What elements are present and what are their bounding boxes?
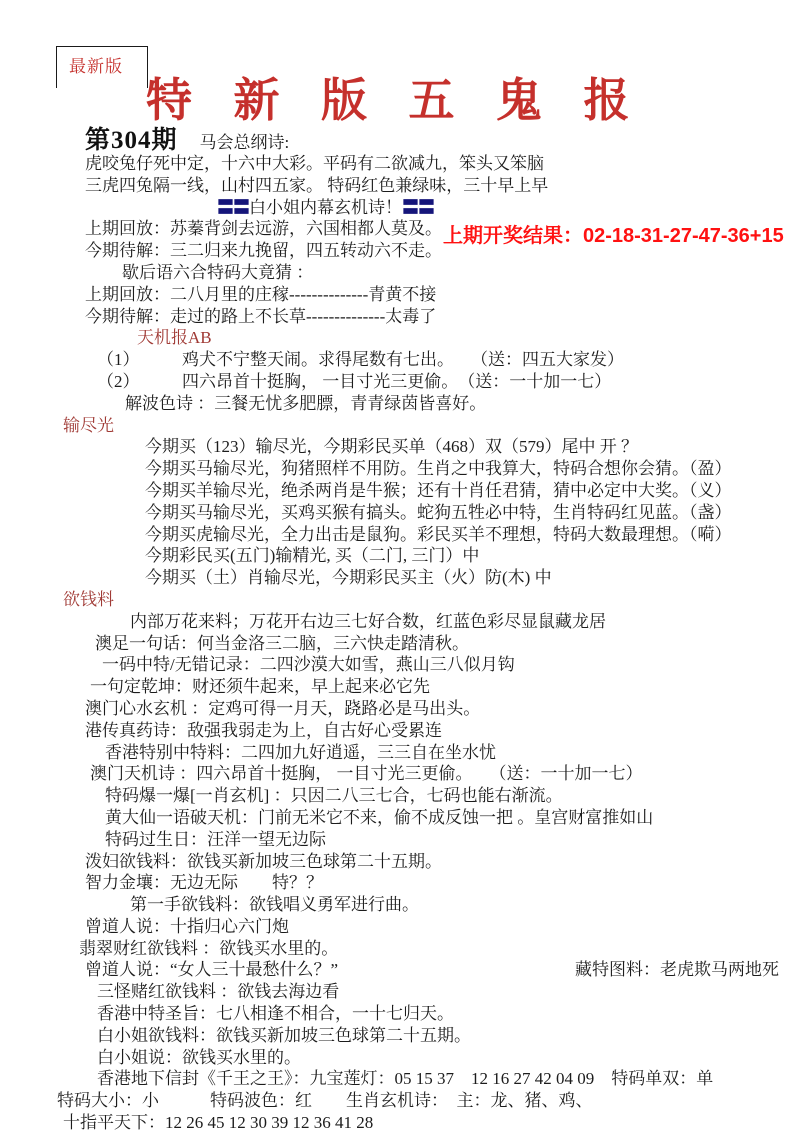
text-segment: 今期买羊输尽光，绝杀两肖是牛猴；还有十肖任君猜，猜中必定中大奖。（义）: [145, 480, 732, 500]
report-body: [57, 120, 789, 1134]
text-segment: 十指平天下：12 26 45 12 30 39 12 36 41 28: [63, 1113, 374, 1133]
text-segment: 今期买马输尽光，狗猪照样不用防。生肖之中我算大，特码合想你会猜。（盈）: [145, 459, 732, 479]
text-segment: 歇后语六合特码大竟猜 ：: [122, 262, 314, 282]
text-segment: 今期彩民买(五门)输精光, 买（二门, 三门）中: [145, 546, 480, 566]
issue-number: 第304期: [85, 127, 178, 154]
text-segment: 白小姐欲钱料：欲钱买新加坡三色球第二十五期。: [97, 1025, 471, 1045]
text-segment: 欲钱料: [63, 589, 114, 609]
issue-line: [57, 120, 789, 153]
text-line: [57, 480, 789, 502]
text-segment: 香港特别中特料：二四加九好逍遥，三三自在坐水忧: [105, 742, 496, 762]
text-line: [57, 349, 789, 371]
text-segment: 今期买虎输尽光，全力出击是鼠狗。彩民买羊不理想，特码大数最理想。（嗬）: [145, 524, 732, 544]
text-segment: 天机报AB: [137, 328, 212, 348]
text-segment: 香港中特圣旨：七八相逢不相合，一十七归天。: [97, 1004, 454, 1024]
text-line: [57, 197, 789, 219]
text-segment: 三虎四兔隔一线，山村四五家。 特码红色兼绿味，三十早上早: [85, 175, 549, 195]
text-segment: 上期回放：二八月里的庄稼--------------青黄不接: [85, 284, 437, 304]
text-segment: 曾道人说：十指归心六门炮: [85, 916, 289, 936]
text-line: [57, 851, 789, 873]
text-line: [57, 894, 789, 916]
last-draw-result: 上期开奖结果：02-18-31-27-47-36+15: [443, 225, 784, 247]
text-segment: 白小姐说：欲钱买水里的。: [97, 1047, 301, 1067]
text-segment: 特码过生日：汪洋一望无边际: [105, 829, 326, 849]
text-segment: 解波色诗 ：三餐无忧多肥膘，青青绿茵皆喜好。: [125, 393, 487, 413]
page-title: 特 新 版 五 鬼 报: [146, 75, 642, 126]
text-segment: 〓〓: [402, 197, 434, 217]
text-line: [57, 545, 789, 567]
text-line: [57, 981, 789, 1003]
text-line: [57, 720, 789, 742]
text-line: [57, 676, 789, 698]
text-segment: 第一手欲钱料：欲钱唱义勇军进行曲。: [130, 895, 419, 915]
text-segment: 白小姐内幕玄机诗！: [249, 197, 402, 217]
text-line: [57, 415, 789, 437]
text-line: [57, 567, 789, 589]
text-line: [57, 306, 789, 328]
text-segment: 今期待解：三二归来九挽留，四五转动六不走。: [85, 241, 442, 261]
text-line: [57, 240, 789, 262]
content-lines: [57, 153, 789, 1134]
text-line: [57, 458, 789, 480]
text-segment: 今期待解：走过的路上不长草--------------太毒了: [85, 306, 437, 326]
text-segment: 内部万花来料；万花开右边三七好合数，红蓝色彩尽显鼠藏龙居: [130, 611, 606, 631]
text-segment: 翡翠财红欲钱料 ：欲钱买水里的。: [79, 938, 339, 958]
text-line: [57, 1112, 789, 1134]
text-line: [57, 502, 789, 524]
text-line: [57, 153, 789, 175]
text-line: [57, 589, 789, 611]
issue-subtitle: 马会总纲诗:: [199, 133, 290, 152]
text-line: [57, 1068, 789, 1090]
text-line: [57, 698, 789, 720]
text-line: [57, 938, 789, 960]
text-line: [57, 262, 789, 284]
text-line: [57, 218, 789, 240]
text-line: [57, 284, 789, 306]
text-segment: 三怪赌红欲钱料 ：欲钱去海边看: [97, 982, 340, 1002]
text-segment: 虎咬兔仔死中定，十六中大彩。平码有二欲减九，笨头又笨脑: [85, 154, 544, 173]
text-line: [57, 175, 789, 197]
text-line: [57, 371, 789, 393]
text-segment: 今期买马输尽光，买鸡买猴有搞头。蛇狗五牲必中特，生肖特码红见蓝。（盏）: [145, 502, 732, 522]
text-line: [57, 393, 789, 415]
text-segment: 澳门心水玄机 ：定鸡可得一月天，跷路必是马出头。: [85, 698, 481, 718]
text-segment: （1） 鸡犬不宁整天闹。求得尾数有七出。 （送：四五大家发）: [97, 350, 624, 370]
text-segment: 黄大仙一语破天机：门前无米它不来，偷不成反蚀一把 。皇宫财富推如山: [105, 807, 654, 827]
side-note: 藏特图料：老虎欺马两地死: [575, 960, 779, 980]
text-line: [57, 1025, 789, 1047]
text-line: [57, 959, 789, 981]
text-line: [57, 1047, 789, 1069]
text-line: [57, 327, 789, 349]
text-line: [57, 829, 789, 851]
text-line: [57, 1003, 789, 1025]
text-segment: 澳门天机诗 ：四六昂首十挺胸， 一目寸光三更偷。 （送：一十加一七）: [90, 764, 643, 784]
text-segment: 香港地下信封《千王之王》：九宝莲灯：05 15 37 12 16 27 42 04 09 特码单双：单: [97, 1069, 714, 1089]
text-segment: 上期回放：苏蓁背剑去远游，六国相都人莫及。: [85, 219, 442, 239]
text-segment: 今期买（123）输尽光，今期彩民买单（468）双（579）尾中 开 ？: [145, 437, 638, 457]
latest-edition-badge: 最新版: [56, 46, 148, 88]
text-line: [57, 1090, 789, 1112]
text-line: [57, 633, 789, 655]
text-segment: 智力金壤：无边无际 特？？: [85, 873, 323, 893]
text-line: [57, 807, 789, 829]
text-line: [57, 916, 789, 938]
text-line: [57, 872, 789, 894]
text-line: [57, 654, 789, 676]
text-segment: 一句定乾坤：财还须牛起来，早上起来必它先: [90, 677, 430, 697]
text-segment: 澳足一句话：何当金洛三二脑，三六快走踏清秋。: [95, 633, 469, 653]
text-segment: 输尽光: [63, 415, 114, 435]
text-segment: 港传真药诗：敌强我弱走为上，自古好心受累连: [85, 720, 442, 740]
text-segment: 泼妇欲钱料：欲钱买新加坡三色球第二十五期。: [85, 851, 442, 871]
text-segment: 曾道人说：“女人三十最愁什么？”: [85, 960, 339, 980]
text-line: [57, 763, 789, 785]
text-line: [57, 524, 789, 546]
text-segment: 今期买（土）肖输尽光，今期彩民买主（火）防(木) 中: [145, 568, 552, 588]
text-segment: 特码大小：小 特码波色：红 生肖玄机诗： 主：龙、猪、鸡、: [57, 1091, 593, 1111]
text-segment: 一码中特/无错记录：二四沙漠大如雪，燕山三八似月钩: [102, 655, 515, 675]
text-line: [57, 436, 789, 458]
text-segment: （2） 四六昂首十挺胸， 一目寸光三更偷。 （送：一十加一七）: [97, 371, 612, 391]
text-segment: 特码爆一爆[一肖玄机] ：只因二八三七合，七码也能右渐流。: [105, 786, 563, 806]
text-line: [57, 611, 789, 633]
text-line: [57, 742, 789, 764]
text-segment: 〓〓: [217, 197, 249, 217]
text-line: [57, 785, 789, 807]
